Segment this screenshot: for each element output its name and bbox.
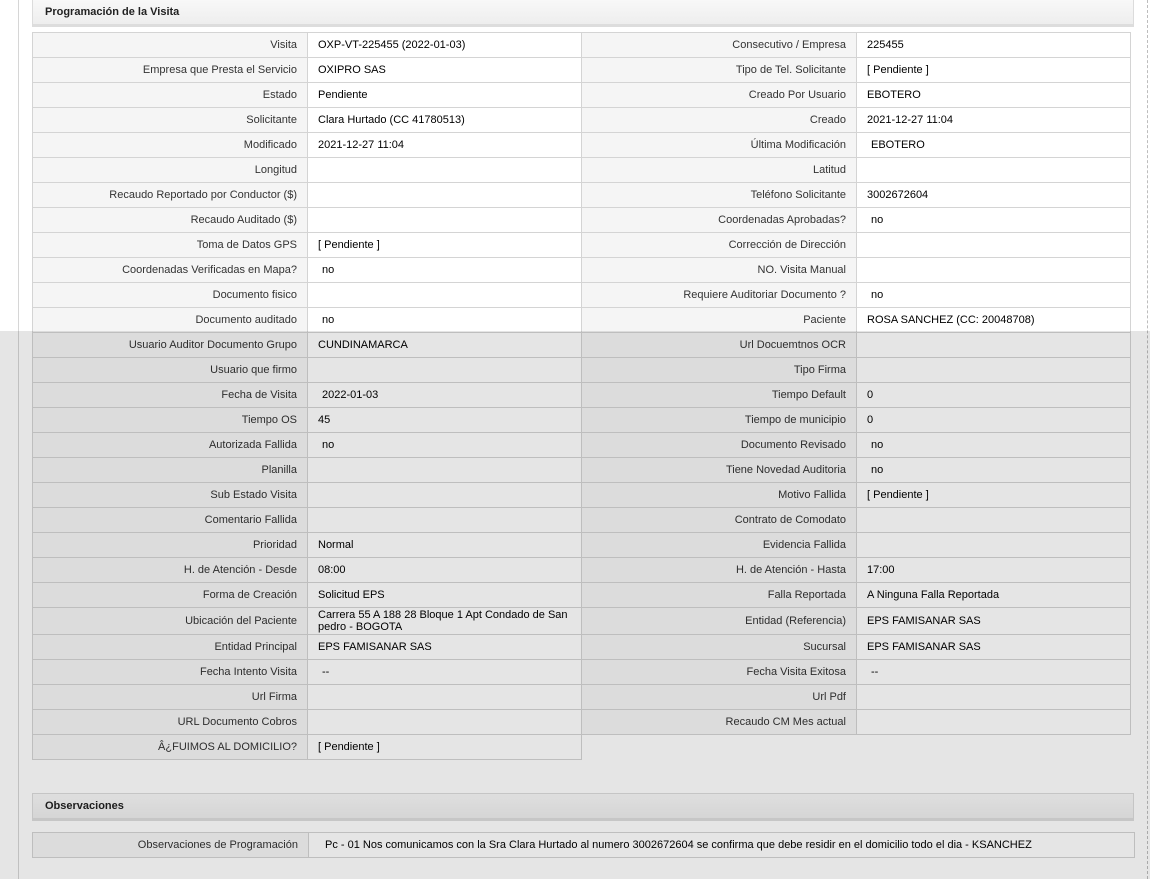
- field-label: Sub Estado Visita: [32, 482, 308, 508]
- table-row: [32, 607, 1135, 634]
- table-row: [32, 282, 1135, 307]
- field-label: Fecha de Visita: [32, 382, 308, 408]
- table-row: [32, 132, 1135, 157]
- field-value: [856, 357, 1131, 383]
- field-value: 17:00: [856, 557, 1131, 583]
- field-label: Url Pdf: [581, 684, 857, 710]
- table-row: [32, 582, 1135, 607]
- table-row: [32, 182, 1135, 207]
- field-value: [856, 684, 1131, 710]
- field-label: Autorizada Fallida: [32, 432, 308, 458]
- field-label: Evidencia Fallida: [581, 532, 857, 558]
- field-label: Creado: [581, 107, 857, 133]
- field-label: URL Documento Cobros: [32, 709, 308, 735]
- field-label: Documento Revisado: [581, 432, 857, 458]
- field-label: Longitud: [32, 157, 308, 183]
- field-label: Coordenadas Aprobadas?: [581, 207, 857, 233]
- field-label: Recaudo CM Mes actual: [581, 709, 857, 735]
- field-value: no: [856, 457, 1131, 483]
- field-value: Pendiente: [307, 82, 582, 108]
- field-label: Documento fisico: [32, 282, 308, 308]
- field-label: Prioridad: [32, 532, 308, 558]
- field-label: H. de Atención - Hasta: [581, 557, 857, 583]
- visit-details-table: [32, 32, 1135, 759]
- field-label: NO. Visita Manual: [581, 257, 857, 283]
- field-label: Entidad (Referencia): [581, 607, 857, 635]
- field-label: Tiempo OS: [32, 407, 308, 433]
- table-row: [32, 307, 1135, 332]
- programacion-section-title: Programación de la Visita: [45, 6, 180, 18]
- field-value: [307, 709, 582, 735]
- field-value: [307, 157, 582, 183]
- field-label: Paciente: [581, 307, 857, 333]
- field-label: Sucursal: [581, 634, 857, 660]
- field-label: Documento auditado: [32, 307, 308, 333]
- left-divider: [18, 0, 19, 879]
- table-row: [32, 457, 1135, 482]
- field-value: 3002672604: [856, 182, 1131, 208]
- field-value: [856, 507, 1131, 533]
- field-value: no: [856, 282, 1131, 308]
- field-label: Fecha Visita Exitosa: [581, 659, 857, 685]
- table-row: [32, 207, 1135, 232]
- field-label: Toma de Datos GPS: [32, 232, 308, 258]
- table-row: [32, 332, 1135, 357]
- field-value: 2022-01-03: [307, 382, 582, 408]
- field-label: Corrección de Dirección: [581, 232, 857, 258]
- field-label: Url Docuemtnos OCR: [581, 332, 857, 358]
- table-row: [32, 659, 1135, 684]
- field-value: EBOTERO: [856, 132, 1131, 158]
- table-row: [32, 482, 1135, 507]
- field-label: Fecha Intento Visita: [32, 659, 308, 685]
- field-value: Solicitud EPS: [307, 582, 582, 608]
- field-value: [307, 457, 582, 483]
- field-value: [307, 282, 582, 308]
- field-label: Planilla: [32, 457, 308, 483]
- field-value: 08:00: [307, 557, 582, 583]
- field-label: Última Modificación: [581, 132, 857, 158]
- table-row: [32, 107, 1135, 132]
- table-row: [32, 507, 1135, 532]
- field-value: [ Pendiente ]: [856, 57, 1131, 83]
- field-value: [307, 182, 582, 208]
- field-value: [307, 207, 582, 233]
- field-value: [307, 507, 582, 533]
- field-value: 0: [856, 382, 1131, 408]
- field-value: [856, 257, 1131, 283]
- observaciones-value: Pc - 01 Nos comunicamos con la Sra Clara Hurtado al numero 3002672604 se confirma que debe residir en el domicilio todo el dia - KSANCHEZ: [308, 832, 1135, 858]
- field-value: 225455: [856, 32, 1131, 58]
- right-dashed-border: [1147, 0, 1148, 879]
- table-row: [32, 32, 1135, 57]
- table-row: [32, 684, 1135, 709]
- table-row: [32, 232, 1135, 257]
- field-value: [ Pendiente ]: [856, 482, 1131, 508]
- table-row: [32, 82, 1135, 107]
- observaciones-section-header: [32, 793, 1134, 821]
- field-value: no: [856, 432, 1131, 458]
- field-value: EPS FAMISANAR SAS: [307, 634, 582, 660]
- field-label: Usuario que firmo: [32, 357, 308, 383]
- field-value: Clara Hurtado (CC 41780513): [307, 107, 582, 133]
- field-label: Latitud: [581, 157, 857, 183]
- field-label: Motivo Fallida: [581, 482, 857, 508]
- field-value: [856, 232, 1131, 258]
- field-label: Estado: [32, 82, 308, 108]
- field-value: [856, 157, 1131, 183]
- field-value: 2021-12-27 11:04: [307, 132, 582, 158]
- field-value: EPS FAMISANAR SAS: [856, 634, 1131, 660]
- field-label: Solicitante: [32, 107, 308, 133]
- field-label: Usuario Auditor Documento Grupo: [32, 332, 308, 358]
- field-value: [307, 482, 582, 508]
- table-row: [32, 57, 1135, 82]
- field-label: Visita: [32, 32, 308, 58]
- field-label: Tiempo Default: [581, 382, 857, 408]
- field-value: [307, 357, 582, 383]
- observaciones-row: [32, 832, 1135, 857]
- field-value: Normal: [307, 532, 582, 558]
- field-value: no: [856, 207, 1131, 233]
- field-label: Coordenadas Verificadas en Mapa?: [32, 257, 308, 283]
- field-label: Requiere Auditoriar Documento ?: [581, 282, 857, 308]
- field-label: Comentario Fallida: [32, 507, 308, 533]
- table-row: [32, 357, 1135, 382]
- observaciones-section-title: Observaciones: [45, 800, 124, 812]
- field-label: Recaudo Reportado por Conductor ($): [32, 182, 308, 208]
- field-value: OXIPRO SAS: [307, 57, 582, 83]
- field-label: Forma de Creación: [32, 582, 308, 608]
- field-label: Recaudo Auditado ($): [32, 207, 308, 233]
- table-row: [32, 734, 1135, 759]
- field-value: [ Pendiente ]: [307, 734, 582, 760]
- table-row: [32, 157, 1135, 182]
- field-label: Teléfono Solicitante: [581, 182, 857, 208]
- field-value: no: [307, 307, 582, 333]
- field-label: Creado Por Usuario: [581, 82, 857, 108]
- table-row: [32, 709, 1135, 734]
- field-value: 0: [856, 407, 1131, 433]
- field-value: 45: [307, 407, 582, 433]
- field-label: H. de Atención - Desde: [32, 557, 308, 583]
- field-label: Â¿FUIMOS AL DOMICILIO?: [32, 734, 308, 760]
- field-label: Consecutivo / Empresa: [581, 32, 857, 58]
- field-label: Tiempo de municipio: [581, 407, 857, 433]
- field-label: Entidad Principal: [32, 634, 308, 660]
- field-value: --: [856, 659, 1131, 685]
- field-label: Tipo de Tel. Solicitante: [581, 57, 857, 83]
- field-label: Tipo Firma: [581, 357, 857, 383]
- table-row: [32, 407, 1135, 432]
- field-value: no: [307, 257, 582, 283]
- field-value: EBOTERO: [856, 82, 1131, 108]
- table-row: [32, 532, 1135, 557]
- field-value: OXP-VT-225455 (2022-01-03): [307, 32, 582, 58]
- table-row: [32, 382, 1135, 407]
- field-label: Falla Reportada: [581, 582, 857, 608]
- observaciones-label: Observaciones de Programación: [32, 832, 309, 858]
- field-label: Tiene Novedad Auditoria: [581, 457, 857, 483]
- field-label: Ubicación del Paciente: [32, 607, 308, 635]
- field-value: EPS FAMISANAR SAS: [856, 607, 1131, 635]
- field-label: Empresa que Presta el Servicio: [32, 57, 308, 83]
- field-value: 2021-12-27 11:04: [856, 107, 1131, 133]
- field-value: no: [307, 432, 582, 458]
- table-row: [32, 634, 1135, 659]
- table-row: [32, 557, 1135, 582]
- field-value: ROSA SANCHEZ (CC: 20048708): [856, 307, 1131, 333]
- field-value: Carrera 55 A 188 28 Bloque 1 Apt Condado de San pedro - BOGOTA: [307, 607, 582, 635]
- field-label: Url Firma: [32, 684, 308, 710]
- field-label: Modificado: [32, 132, 308, 158]
- programacion-section-header: [32, 0, 1134, 27]
- table-row: [32, 432, 1135, 457]
- field-value: A Ninguna Falla Reportada: [856, 582, 1131, 608]
- field-value: [856, 332, 1131, 358]
- field-value: [856, 532, 1131, 558]
- field-value: --: [307, 659, 582, 685]
- field-value: [856, 709, 1131, 735]
- field-label: Contrato de Comodato: [581, 507, 857, 533]
- table-row: [32, 257, 1135, 282]
- field-value: [ Pendiente ]: [307, 232, 582, 258]
- field-value: [307, 684, 582, 710]
- field-value: CUNDINAMARCA: [307, 332, 582, 358]
